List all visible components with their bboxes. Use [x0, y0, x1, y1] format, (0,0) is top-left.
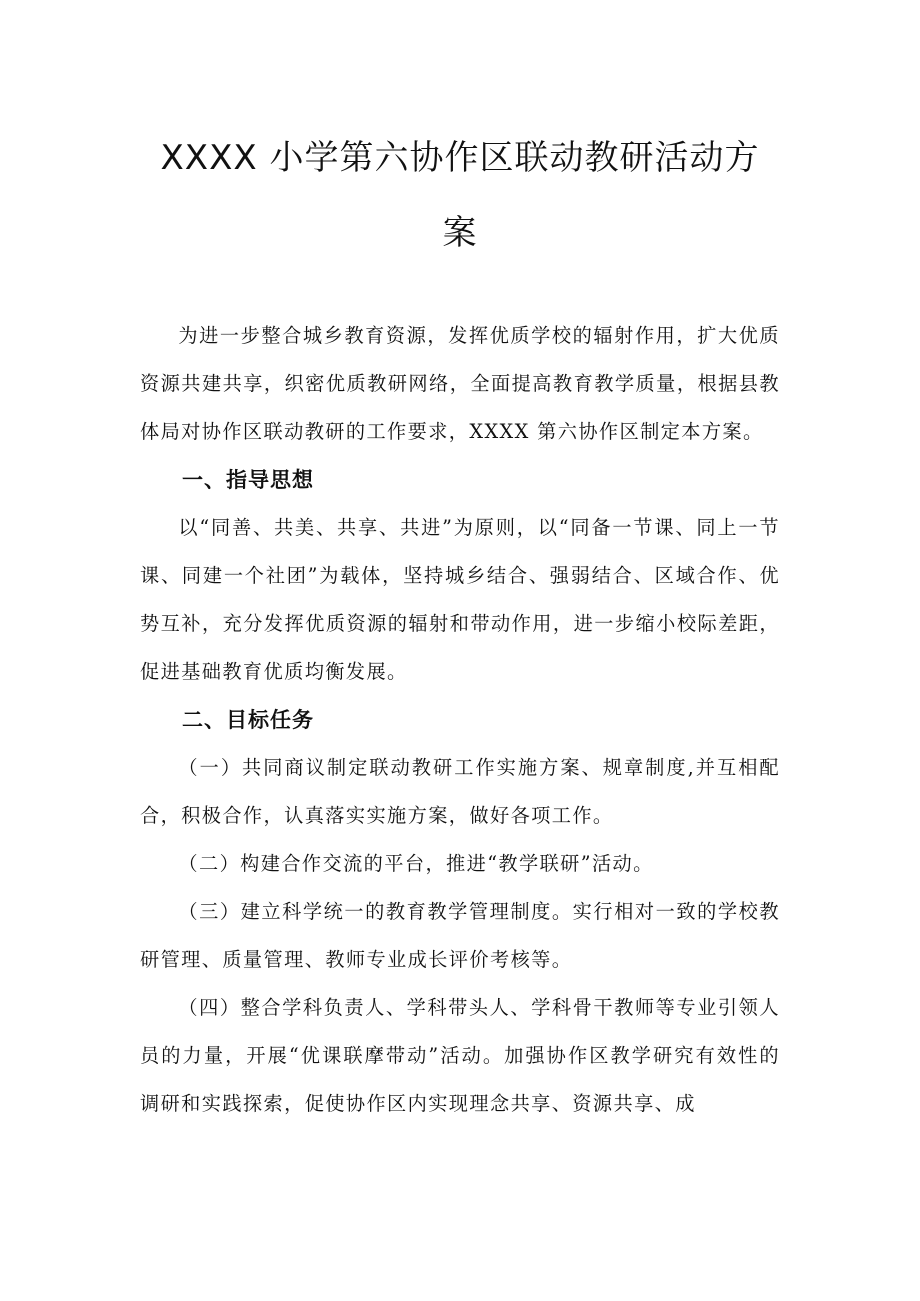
task-item-3: （三）建立科学统一的教育教学管理制度。实行相对一致的学校教研管理、质量管理、教师专业成长评价考核等。 — [140, 900, 780, 971]
task-item-2: （二）构建合作交流的平台，推进“教学联研”活动。 — [178, 852, 654, 875]
intro-paragraph: 为进一步整合城乡教育资源，发挥优质学校的辐射作用，扩大优质资源共建共享，织密优质教研网络，全面提高教育教学质量，根据县教体局对协作区联动教研的工作要求，XXXX 第六协作区制定本方案。 — [140, 324, 780, 443]
document-title-line-1: XXXX 小学第六协作区联动教研活动方 — [160, 138, 760, 178]
task-item-4: （四）整合学科负责人、学科带头人、学科骨干教师等专业引领人员的力量，开展“优课联摩带动”活动。加强协作区教学研究有效性的调研和实践探索，促使协作区内实现理念共享、资源共享、成 — [140, 996, 780, 1115]
guiding-ideology-paragraph: 以“同善、共美、共享、共进”为原则，以“同备一节课、同上一节课、同建一个社团”为载体，坚持城乡结合、强弱结合、区域合作、优势互补，充分发挥优质资源的辐射和带动作用，进一步缩小校际差距，促进基础教育优质均衡发展。 — [140, 516, 780, 683]
document-title-line-2: 案 — [442, 213, 478, 253]
task-item-1: （一）共同商议制定联动教研工作实施方案、规章制度,并互相配合，积极合作，认真落实实施方案，做好各项工作。 — [140, 756, 780, 827]
section-heading-goals-tasks: 二、目标任务 — [182, 708, 314, 732]
section-heading-guiding-ideology: 一、指导思想 — [182, 468, 314, 492]
document-body — [140, 312, 780, 1128]
